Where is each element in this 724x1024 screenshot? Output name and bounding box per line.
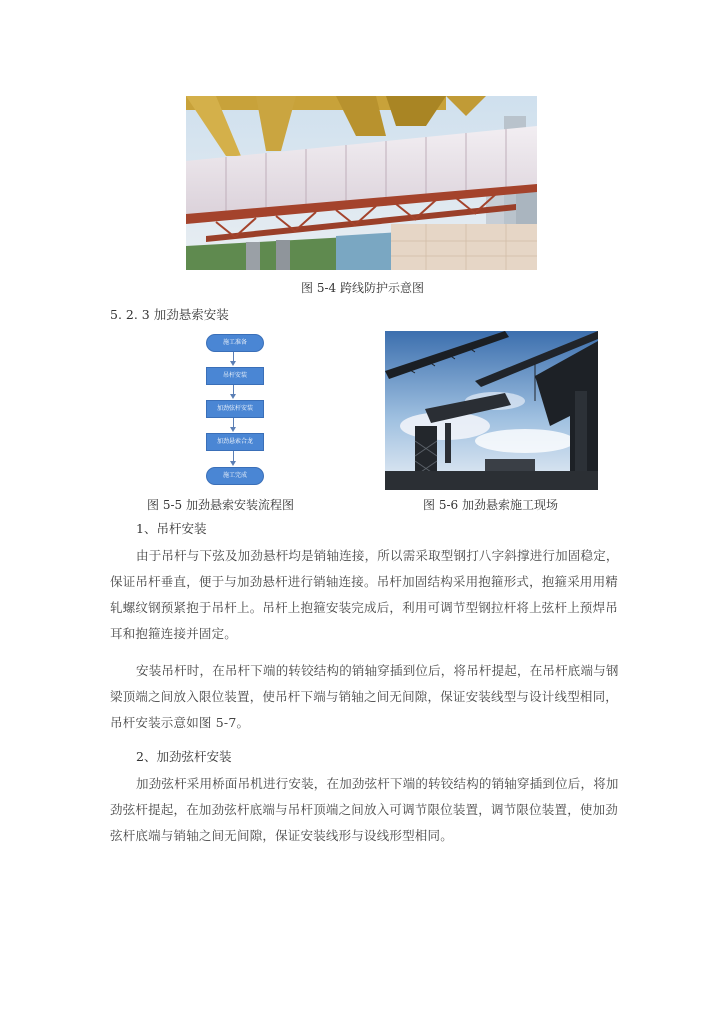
flowchart-step-hanger: 吊杆安装 [206, 367, 264, 385]
subsection-2-heading: 2、加劲弦杆安装 [136, 749, 232, 764]
figure-5-4-caption: 图 5-4 跨线防护示意图 [301, 281, 424, 295]
paragraph-text: 加劲弦杆采用桥面吊机进行安装，在加劲弦杆下端的转铰结构的销轴穿插到位后，将加劲弦杆提起，在加劲弦杆底端与吊杆顶端之间放入可调节限位装置，调节限位装置，使加劲弦杆底端与销轴之间无间隙，保证安装线形与设线形型相同。 [110, 776, 619, 843]
flowchart-arrowhead [230, 461, 236, 466]
paragraph-text: 由于吊杆与下弦及加劲悬杆均是销轴连接，所以需采取型钢打八字斜撑进行加固稳定，保证吊杆垂直，便于与加劲悬杆进行销轴连接。吊杆加固结构采用抱箍形式，抱箍采用用精轧螺纹钢预紧抱于吊杆上。吊杆上抱箍安装完成后，利用可调节型钢拉杆将上弦杆上预焊吊耳和抱箍连接并固定。 [110, 548, 619, 641]
flowchart-step-chord: 加劲弦杆安装 [206, 400, 264, 418]
figure-5-5-caption: 图 5-5 加劲悬索安装流程图 [147, 498, 294, 512]
flowchart-step-start: 施工准备 [206, 334, 264, 352]
flowchart-step-end: 施工完成 [206, 467, 264, 485]
figure-5-6-image [385, 331, 598, 490]
subsection-1-paragraph-1 [110, 543, 630, 647]
flowchart-arrowhead [230, 427, 236, 432]
subsection-2-paragraph-1 [110, 771, 630, 849]
flowchart-arrowhead [230, 394, 236, 399]
section-heading: 5. 2. 3 加劲悬索安装 [110, 307, 229, 322]
figure-5-4-image [186, 96, 537, 270]
paragraph-text: 安装吊杆时，在吊杆下端的转铰结构的销轴穿插到位后，将吊杆提起，在吊杆底端与钢梁顶端之间放入限位装置，使吊杆下端与销轴之间无间隙，保证安装线型与设计线型相同，吊杆安装示意如图 5-7。 [110, 663, 619, 730]
subsection-1-heading: 1、吊杆安装 [136, 521, 207, 536]
figure-5-6-caption: 图 5-6 加劲悬索施工现场 [423, 498, 558, 512]
flowchart-arrowhead [230, 361, 236, 366]
flowchart-step-closure: 加劲悬索合龙 [206, 433, 264, 451]
subsection-1-paragraph-2 [110, 658, 630, 736]
